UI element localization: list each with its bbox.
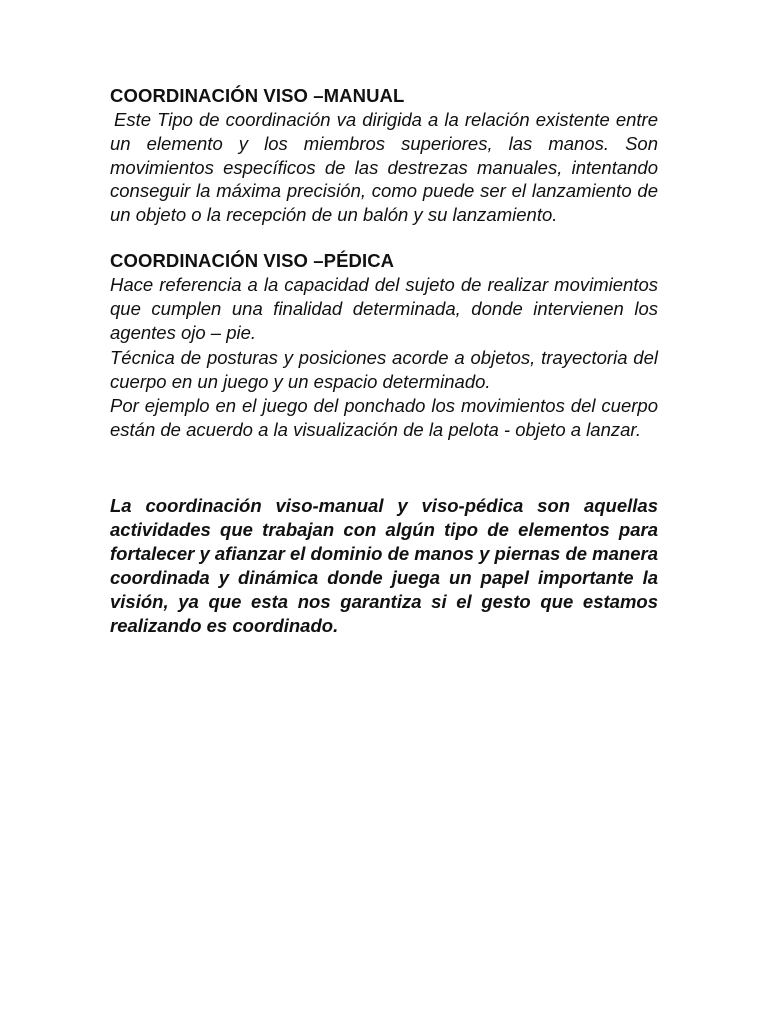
heading-viso-manual: COORDINACIÓN VISO –MANUAL — [110, 85, 405, 106]
section-viso-manual — [110, 84, 658, 227]
conclusion-paragraph: La coordinación viso-manual y viso-pédica son aquellas actividades que trabajan con algún tipo de elementos para fortalecer y afianzar el dominio de manos y piernas de manera coordinada y dinámica donde juega un papel importante la visión, ya que esta nos garantiza si el gesto que estamos realizando es coordinado. — [110, 495, 658, 637]
section-viso-pedica — [110, 249, 658, 442]
paragraph-viso-pedica-2: Técnica de posturas y posiciones acorde a objetos, trayectoria del cuerpo en un juego y un espacio determinado. — [110, 346, 658, 392]
heading-viso-pedica: COORDINACIÓN VISO –PÉDICA — [110, 249, 395, 271]
paragraph-viso-manual: Este Tipo de coordinación va dirigida a la relación existente entre un elemento y los miembros superiores, las manos. Son movimientos específicos de las destrezas manuales, intentando conseguir la máxima precisión, como puede ser el lanzamiento de un objeto o la recepción de un balón y su lanzamiento. — [110, 109, 658, 226]
document-page — [110, 84, 658, 657]
paragraph-viso-pedica-1: Hace referencia a la capacidad del sujeto de realizar movimientos que cumplen una finalidad determinada, donde intervienen los agentes ojo – pie. — [110, 273, 658, 344]
paragraph-viso-pedica-3: Por ejemplo en el juego del ponchado los movimientos del cuerpo están de acuerdo a la visualización de la pelota - objeto a lanzar. — [110, 395, 658, 441]
